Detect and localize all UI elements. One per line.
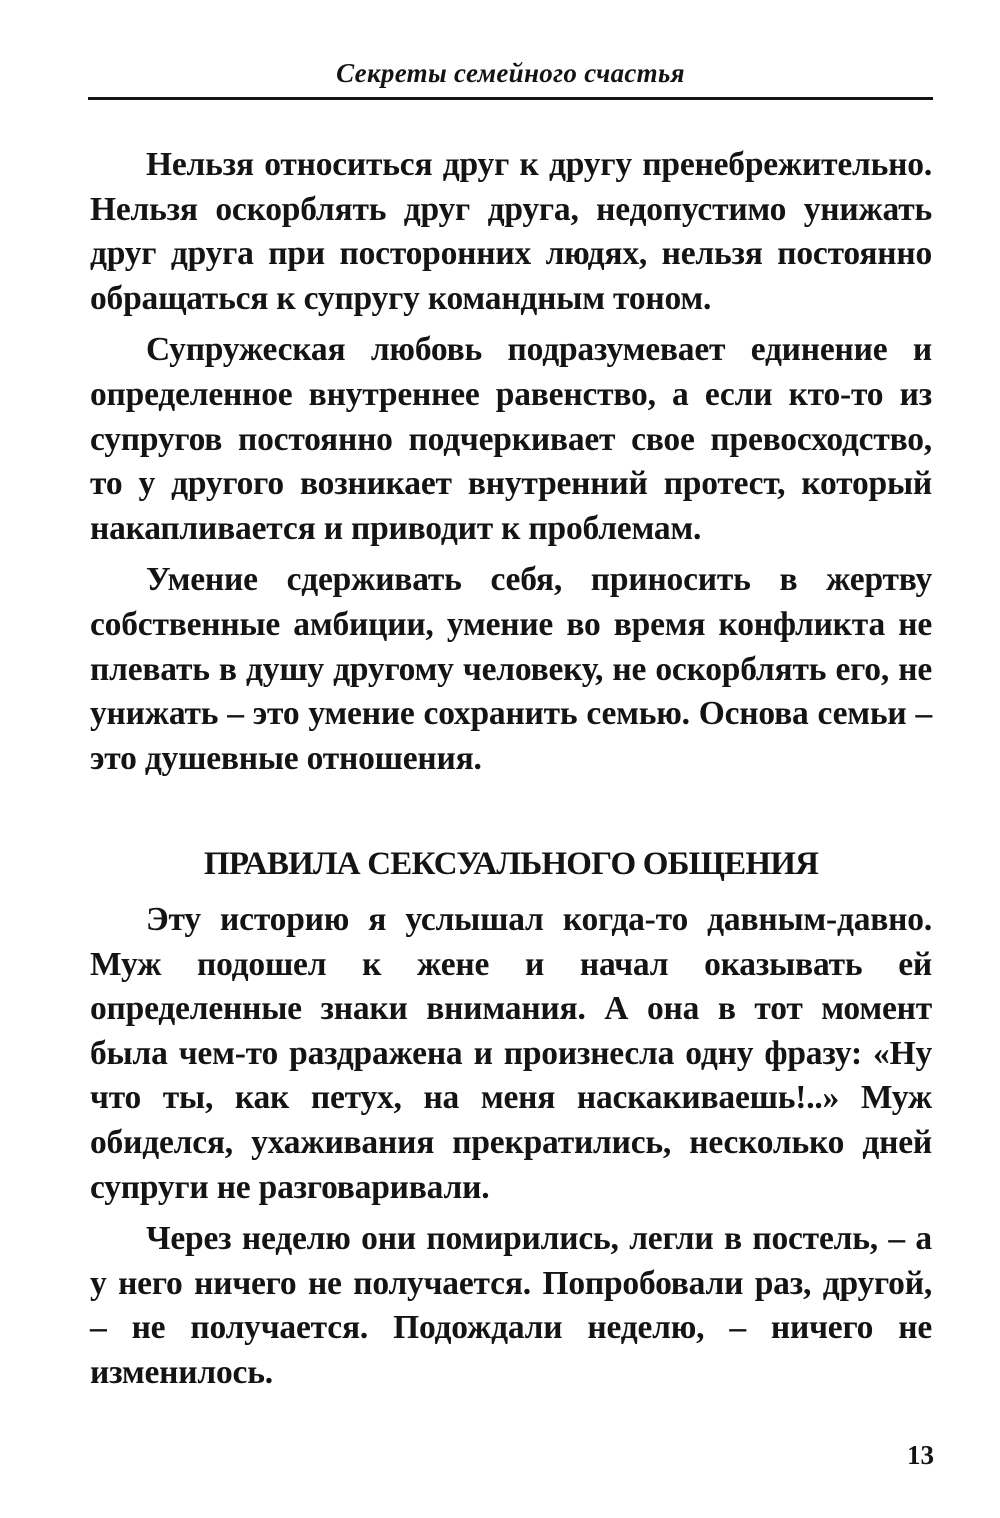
section-title: ПРАВИЛА СЕКСУАЛЬНОГО ОБЩЕНИЯ — [203, 846, 819, 882]
paragraph: Нельзя относиться друг к другу пренебрежительно. Нельзя оскорблять друг друга, недопустимо унижать друг друга при посторонних людях, нельзя постоянно обращаться к супругу командным тоном. — [90, 146, 932, 317]
header-rule — [88, 97, 933, 100]
paragraph: Через неделю они помирились, легли в постель, – а у него ничего не получается. Попробовали раз, другой, – не получается. Подождали неделю, – ничего не изменилось. — [90, 1220, 932, 1391]
running-head: Секреты семейного счастья — [336, 58, 685, 88]
section-body-text — [90, 898, 932, 1396]
paragraph: Эту историю я услышал когда-то давным-давно. Муж подошел к жене и начал оказывать ей определенные знаки внимания. А она в тот момент была чем-то раздражена и произнесла одну фразу: «Ну что ты, как петух, на меня наскакиваешь!..» Муж обиделся, ухаживания прекратились, несколько дней супруги не разговаривали. — [90, 901, 932, 1206]
body-text — [90, 143, 932, 781]
paragraph: Супружеская любовь подразумевает единение и определенное внутреннее равенство, а если кто-то из супругов постоянно подчеркивает свое превосходство, то у другого возникает внутренний протест, который накапливается и приводит к проблемам. — [90, 331, 932, 547]
page-number: 13 — [907, 1440, 934, 1470]
paragraph: Умение сдерживать себя, приносить в жертву собственные амбиции, умение во время конфликта не плевать в душу другому человеку, не оскорблять его, не унижать – это умение сохранить семью. Основа семьи – это душевные отношения. — [90, 561, 932, 777]
